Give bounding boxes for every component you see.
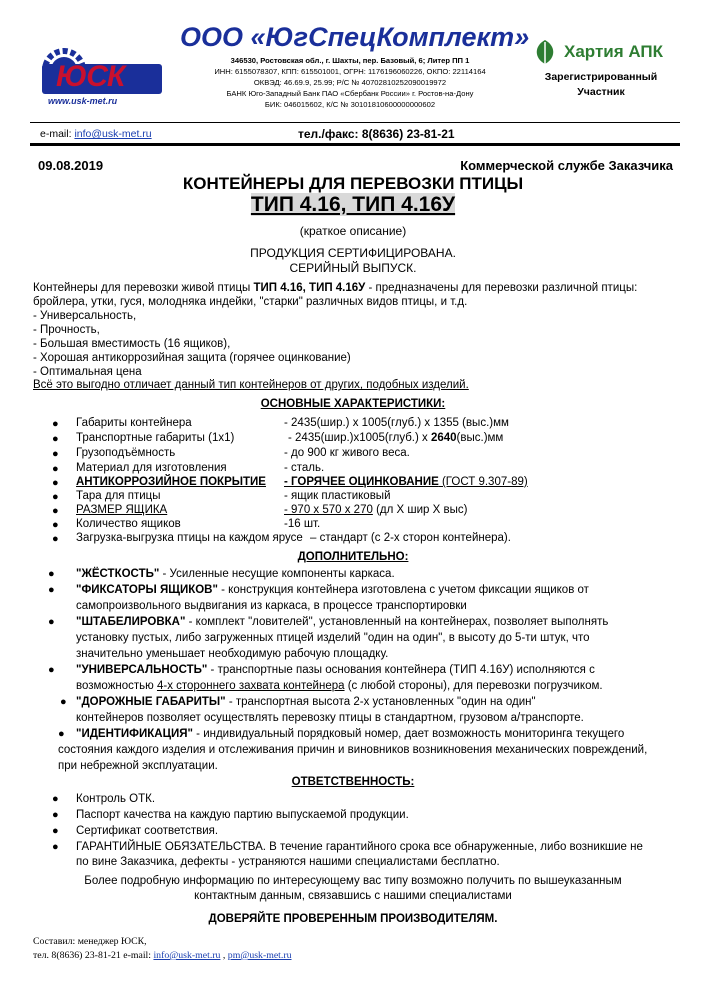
contact-email xyxy=(40,128,152,140)
bullet-icon: ● xyxy=(52,841,59,853)
extra-item-cont: состояния каждого изделия и отслеживания причин и виновников возникновения механических повреждений, xyxy=(58,744,648,756)
bullet-icon: ● xyxy=(52,448,59,460)
bullet-icon: ● xyxy=(48,584,55,596)
doc-date: 09.08.2019 xyxy=(38,158,104,173)
company-name: ООО «ЮгСпецКомплект» xyxy=(180,22,530,52)
extra-item: "ШТАБЕЛИРОВКА" - комплект "ловителей", установленный на контейнерах, позволяет выполнять xyxy=(76,616,609,628)
doc-type-text: ТИП 4.16, ТИП 4.16У xyxy=(250,193,456,216)
intro-line-1: Контейнеры для перевозки живой птицы ТИП 4.16, ТИП 4.16У - предназначены для перевозки различной птицы: xyxy=(33,282,638,294)
partner-status xyxy=(536,70,666,100)
bullet-icon: ● xyxy=(52,809,59,821)
leaf-icon xyxy=(532,38,558,66)
bullet-icon: ● xyxy=(60,696,67,708)
spec-value: - ГОРЯЧЕЕ ОЦИНКОВАНИЕ (ГОСТ 9.307-89) xyxy=(284,476,528,488)
bullet-icon: ● xyxy=(48,568,55,580)
bullet-icon: ● xyxy=(52,533,59,545)
spec-value: – стандарт (с 2-х сторон контейнера). xyxy=(310,532,511,544)
intro-item: - Универсальность, xyxy=(33,310,137,322)
intro-item: - Большая вместимость (16 ящиков), xyxy=(33,338,231,350)
bullet-icon: ● xyxy=(48,616,55,628)
resp-item: Сертификат соответствия. xyxy=(76,825,219,837)
cert-line-1: ПРОДУКЦИЯ СЕРТИФИЦИРОВАНА. xyxy=(250,246,456,260)
company-address: 346530, Ростовская обл., г. Шахты, пер. Базовый, 6; Литер ПП 1 xyxy=(230,56,470,65)
bullet-icon: ● xyxy=(48,664,55,676)
resp-item-cont: по вине Заказчика, дефекты - устраняются нашими специалистами бесплатно. xyxy=(76,856,500,868)
bullet-icon: ● xyxy=(52,491,59,503)
extra-item: "ДОРОЖНЫЕ ГАБАРИТЫ" - транспортная высота 2-х установленных "один на один" xyxy=(76,696,536,708)
spec-label: Транспортные габариты (1х1) xyxy=(76,432,235,444)
extra-heading: ДОПОЛНИТЕЛЬНО: xyxy=(297,551,409,563)
intro-item: - Оптимальная цена xyxy=(33,366,142,378)
partner-name: Хартия АПК xyxy=(564,42,664,61)
doc-recipient: Коммерческой службе Заказчика xyxy=(460,158,673,173)
extra-item: "ИДЕНТИФИКАЦИЯ" - индивидуальный порядковый номер, дает возможность мониторинга текущего xyxy=(76,728,625,740)
bullet-icon: ● xyxy=(52,825,59,837)
company-okved: ОКВЭД: 46.69.9, 25.99; Р/С № 40702810252090019972 xyxy=(253,78,447,87)
logo-url[interactable]: www.usk-met.ru xyxy=(48,96,118,106)
partner-status-line-1: Зарегистрированный xyxy=(544,71,658,83)
spec-value: - сталь. xyxy=(284,462,325,474)
spec-value: -16 шт. xyxy=(284,518,321,530)
spec-value: - ящик пластиковый xyxy=(284,490,391,502)
resp-item: ГАРАНТИЙНЫЕ ОБЯЗАТЕЛЬСТВА. В течение гарантийного срока все обнаруженные, либо возникшие не xyxy=(76,841,643,853)
footer-email-link[interactable]: pm@usk-met.ru xyxy=(227,950,292,961)
cert-line-2: СЕРИЙНЫЙ ВЫПУСК. xyxy=(289,261,417,275)
footer-contacts: тел. 8(8636) 23-81-21 e-mail: info@usk-met.ru , pm@usk-met.ru xyxy=(33,950,292,961)
intro-item: - Хорошая антикоррозийная защита (горячее оцинкование) xyxy=(33,352,351,364)
footer-author: Составил: менеджер ЮСК, xyxy=(33,936,147,947)
doc-type xyxy=(0,193,706,217)
resp-item: Контроль ОТК. xyxy=(76,793,156,805)
spec-value: - до 900 кг живого веса. xyxy=(284,447,410,459)
extra-item-cont: возможностью 4-х стороннего захвата контейнера (с любой стороны), для перевозки погрузчиком. xyxy=(76,680,603,692)
intro-summary: Всё это выгодно отличает данный тип контейнеров от других, подобных изделий. xyxy=(33,379,469,391)
spec-label: Грузоподъёмность xyxy=(76,447,176,459)
resp-heading: ОТВЕТСТВЕННОСТЬ: xyxy=(291,776,415,788)
header-divider-top xyxy=(30,122,680,123)
header-divider-bottom xyxy=(30,143,680,146)
doc-short: (краткое описание) xyxy=(299,224,407,238)
spec-value: - 2435(шир.) х 1005(глуб.) х 1355 (выс.)мм xyxy=(284,417,509,429)
bullet-icon: ● xyxy=(52,433,59,445)
bullet-icon: ● xyxy=(52,519,59,531)
spec-label: Тара для птицы xyxy=(76,490,161,502)
logo-text: ЮСК xyxy=(56,60,125,93)
spec-value: - 2435(шир.)х1005(глуб.) х 2640(выс.)мм xyxy=(288,432,504,444)
spec-label: РАЗМЕР ЯЩИКА xyxy=(76,504,168,516)
bullet-icon: ● xyxy=(52,477,59,489)
email-link[interactable]: info@usk-met.ru xyxy=(74,128,152,140)
spec-label: Габариты контейнера xyxy=(76,417,192,429)
bullet-icon: ● xyxy=(52,463,59,475)
company-inn: ИНН: 6155078307, КПП: 615501001, ОГРН: 1176196060226, ОКПО: 22114164 xyxy=(214,67,486,76)
trust-slogan: ДОВЕРЯЙТЕ ПРОВЕРЕННЫМ ПРОИЗВОДИТЕЛЯМ. xyxy=(208,913,498,925)
bullet-icon: ● xyxy=(58,728,65,740)
intro-line-2: бройлера, утки, гуся, молодняка индейки, "старки" различных видов птицы, и т.д. xyxy=(33,296,468,308)
bullet-icon: ● xyxy=(52,505,59,517)
intro-item: - Прочность, xyxy=(33,324,100,336)
extra-item-cont: значительно уменьшает необходимую рабочую площадку. xyxy=(76,648,389,660)
specs-heading: ОСНОВНЫЕ ХАРАКТЕРИСТИКИ: xyxy=(260,398,446,410)
extra-item: "ФИКСАТОРЫ ЯЩИКОВ" - конструкция контейнера изготовлена с учетом фиксации ящиков от xyxy=(76,584,589,596)
extra-item-cont: установку пустых, либо загруженных птицей изделий "один на один", в высоту до 5-ти штук, что xyxy=(76,632,590,644)
extra-item-cont: при небрежной эксплуатации. xyxy=(58,760,218,772)
spec-label: Загрузка-выгрузка птицы на каждом ярусе xyxy=(76,532,303,544)
doc-title: КОНТЕЙНЕРЫ ДЛЯ ПЕРЕВОЗКИ ПТИЦЫ xyxy=(182,174,524,193)
extra-item: "ЖЁСТКОСТЬ" - Усиленные несущие компоненты каркаса. xyxy=(76,568,395,580)
contact-phone: тел./факс: 8(8636) 23-81-21 xyxy=(298,127,455,141)
bullet-icon: ● xyxy=(52,418,59,430)
resp-item: Паспорт качества на каждую партию выпускаемой продукции. xyxy=(76,809,409,821)
email-label: e-mail: xyxy=(40,128,72,140)
closing-line-2: контактным данным, связавшись с нашими специалистами xyxy=(194,890,512,902)
extra-item: "УНИВЕРСАЛЬНОСТЬ" - транспортные пазы основания контейнера (ТИП 4.16У) исполняются с xyxy=(76,664,595,676)
spec-value: - 970 х 570 х 270 (дл Х шир Х выс) xyxy=(284,504,468,516)
company-logo xyxy=(40,44,165,114)
partner-logo xyxy=(528,38,678,70)
bullet-icon: ● xyxy=(52,793,59,805)
spec-label: Материал для изготовления xyxy=(76,462,227,474)
extra-item-cont: контейнеров позволяет осуществлять перевозку птицы в стандартном, грузовом а/транспорте. xyxy=(76,712,584,724)
spec-label: АНТИКОРРОЗИЙНОЕ ПОКРЫТИЕ xyxy=(76,476,266,488)
partner-status-line-2: Участник xyxy=(577,86,625,98)
closing-line-1: Более подробную информацию по интересующему вас типу возможно получить по вышеуказанным xyxy=(84,875,622,887)
spec-label: Количество ящиков xyxy=(76,518,181,530)
extra-item-cont: самопроизвольного выдвигания из каркаса, в процессе транспортировки xyxy=(76,600,467,612)
company-bik: БИК: 046015602, К/С № 30101810600000000602 xyxy=(264,100,436,109)
company-bank: БАНК Юго-Западный Банк ПАО «Сбербанк России» г. Ростов-на-Дону xyxy=(226,89,474,98)
footer-email-link[interactable]: info@usk-met.ru xyxy=(153,950,221,961)
